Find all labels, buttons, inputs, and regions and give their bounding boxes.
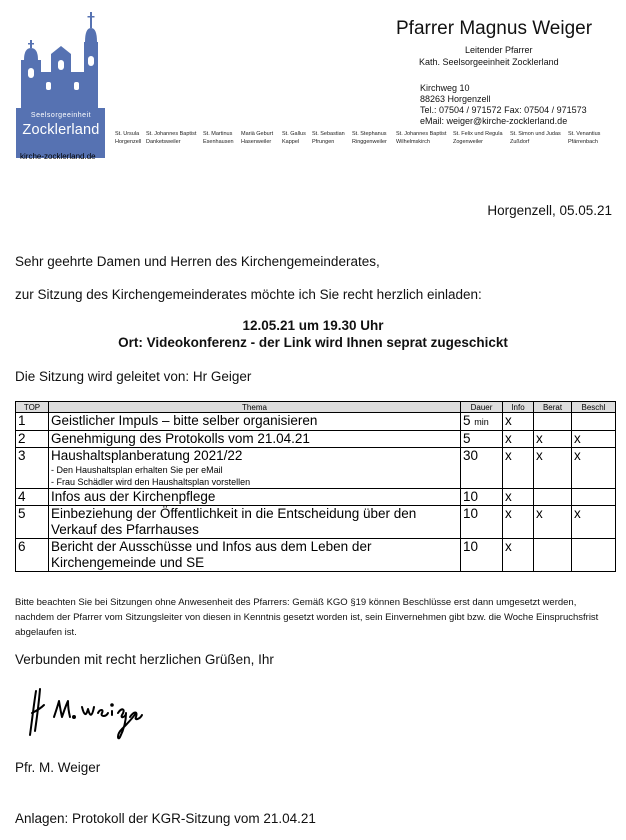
- agenda-top-number: 5: [16, 506, 49, 539]
- parish-item: St. Johannes Baptist Danketsweiler: [146, 131, 197, 145]
- address-phone-fax: Tel.: 07504 / 971572 Fax: 07504 / 971573: [420, 105, 587, 115]
- agenda-consultation-mark: [534, 489, 572, 506]
- parish-item: St. Felix und Regula Zogenweiler: [453, 131, 503, 145]
- parish-item: St. Sebastian Pfrungen: [312, 131, 345, 145]
- agenda-topic: Bericht der Ausschüsse und Infos aus dem Leben der Kirchengemeinde und SE: [49, 539, 461, 572]
- agenda-row: [16, 413, 616, 431]
- agenda-topic: Infos aus der Kirchenpflege: [49, 489, 461, 506]
- agenda-topic: Genehmigung des Protokolls vom 21.04.21: [49, 431, 461, 448]
- logo-small-text: Seelsorgeeinheit: [30, 112, 92, 119]
- parish-item: St. Gallus Kappel: [282, 131, 306, 145]
- sender-role: Leitender Pfarrer: [465, 45, 533, 55]
- agenda-consultation-mark: x: [534, 431, 572, 448]
- agenda-top-number: 1: [16, 413, 49, 431]
- agenda-subnote: - Den Haushaltsplan erhalten Sie per eMail: [51, 465, 223, 475]
- agenda-row: [16, 506, 616, 539]
- agenda-top-number: 3: [16, 448, 49, 489]
- agenda-topic: Geistlicher Impuls – bitte selber organisieren: [49, 413, 461, 431]
- address-city: 88263 Horgenzell: [420, 94, 491, 104]
- agenda-consultation-mark: [534, 539, 572, 572]
- parish-item: Mariä Geburt Hasenweiler: [241, 131, 274, 145]
- agenda-row: [16, 489, 616, 506]
- date-line: Horgenzell, 05.05.21: [487, 203, 612, 218]
- closing-greeting: Verbunden mit recht herzlichen Grüßen, Ihr: [15, 652, 274, 667]
- agenda-decision-mark: [572, 489, 616, 506]
- agenda-table: [15, 401, 616, 572]
- agenda-decision-mark: [572, 539, 616, 572]
- legal-note: Bitte beachten Sie bei Sitzungen ohne Anwesenheit des Pfarrers: Gemäß KGO §19 können Beschlüsse erst dann umgesetzt werden, nachdem der Pfarrer vom Sitzungsleiter von diesen in Kenntnis gesetzt worden ist, sein Einvernehmen gibt bzw. die Woche Einspruchsfrist abgelaufen ist.: [15, 597, 599, 638]
- agenda-info-mark: x: [503, 431, 534, 448]
- agenda-consultation-mark: x: [534, 506, 572, 539]
- parish-list: [115, 130, 615, 152]
- column-header-topic: Thema: [49, 402, 461, 413]
- sender-name: Pfarrer Magnus Weiger: [396, 18, 593, 39]
- invitation-text: zur Sitzung des Kirchengemeinderates möchte ich Sie recht herzlich einladen:: [15, 287, 482, 302]
- agenda-duration: 30: [461, 448, 503, 489]
- agenda-top-number: 6: [16, 539, 49, 572]
- chair-line: Die Sitzung wird geleitet von: Hr Geiger: [15, 369, 252, 384]
- agenda-row: [16, 448, 616, 489]
- agenda-top-number: 4: [16, 489, 49, 506]
- agenda-top-number: 2: [16, 431, 49, 448]
- column-header-duration: Dauer: [461, 402, 503, 413]
- column-header-top: TOP: [16, 402, 49, 413]
- agenda-info-mark: x: [503, 448, 534, 489]
- agenda-decision-mark: x: [572, 448, 616, 489]
- column-header-consultation: Berat: [534, 402, 572, 413]
- agenda-info-mark: x: [503, 506, 534, 539]
- salutation: Sehr geehrte Damen und Herren des Kirchengemeinderates,: [15, 254, 380, 269]
- agenda-topic: [49, 448, 461, 489]
- agenda-header-row: [16, 402, 616, 413]
- agenda-duration: 10: [461, 489, 503, 506]
- agenda-duration: 10: [461, 539, 503, 572]
- sender-organization: Kath. Seelsorgeeinheit Zocklerland: [419, 57, 559, 67]
- parish-item: St. Stephanus Ringgenweiler: [352, 131, 387, 145]
- agenda-row: [16, 539, 616, 572]
- parish-item: St. Johannes Baptist Wilhelmskirch: [396, 131, 447, 145]
- agenda-topic-title: Haushaltsplanberatung 2021/22: [51, 448, 243, 463]
- agenda-decision-mark: x: [572, 431, 616, 448]
- agenda-decision-mark: x: [572, 506, 616, 539]
- meeting-place: Ort: Videokonferenz - der Link wird Ihnen seprat zugeschickt: [118, 335, 508, 350]
- parish-logo: [16, 12, 106, 150]
- parish-item: St. Martinus Esenhausen: [203, 131, 234, 145]
- duration-unit: min: [474, 417, 489, 427]
- agenda-consultation-mark: [534, 413, 572, 431]
- website-url: kirche-zocklerland.de: [20, 152, 96, 161]
- agenda-duration: 10: [461, 506, 503, 539]
- agenda-info-mark: x: [503, 539, 534, 572]
- column-header-decision: Beschl: [572, 402, 616, 413]
- agenda-subnote: - Frau Schädler wird den Haushaltsplan vorstellen: [51, 477, 251, 487]
- agenda-info-mark: x: [503, 489, 534, 506]
- agenda-duration: 5 min: [461, 413, 503, 431]
- agenda-decision-mark: [572, 413, 616, 431]
- address-street: Kirchweg 10: [420, 83, 470, 93]
- parish-item: St. Ursula Horgenzell: [115, 131, 142, 145]
- church-towers-icon: [16, 12, 106, 108]
- signer-name: Pfr. M. Weiger: [15, 760, 101, 775]
- agenda-info-mark: x: [503, 413, 534, 431]
- logo-brand-text: Zocklerland: [22, 122, 100, 138]
- agenda-topic: Einbeziehung der Öffentlichkeit in die Entscheidung über den Verkauf des Pfarrhauses: [49, 506, 461, 539]
- column-header-info: Info: [503, 402, 534, 413]
- parish-item: St. Simon und Judas Zußdorf: [510, 131, 561, 145]
- agenda-duration: 5: [461, 431, 503, 448]
- meeting-time: 12.05.21 um 19.30 Uhr: [242, 318, 384, 333]
- attachments-line: Anlagen: Protokoll der KGR-Sitzung vom 21.04.21: [15, 811, 316, 826]
- parish-item: St. Venantius Pfärrenbach: [568, 131, 601, 145]
- handwritten-signature: [26, 683, 151, 743]
- agenda-row: [16, 431, 616, 448]
- agenda-consultation-mark: x: [534, 448, 572, 489]
- address-email: eMail: weiger@kirche-zocklerland.de: [420, 116, 568, 126]
